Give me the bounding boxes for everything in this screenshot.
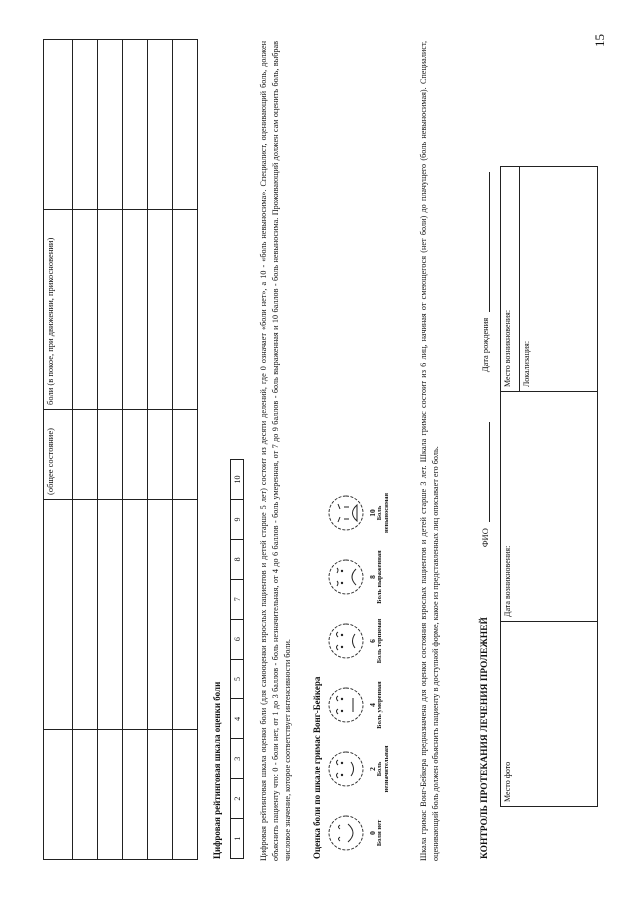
control-title: КОНТРОЛЬ ПРОТЕКАНИЯ ЛЕЧЕНИЯ ПРОЛЕЖНЕЙ (480, 617, 490, 859)
table-cell (173, 410, 198, 500)
faces-scale-description: Шкала гримас Вонг-Бейкера предназначена для оценки состояния взрослых пациентов и детей старше 3 лет. Шкала гримас состоит из 6 лиц, начиная от смеющегося (нет боли) до плачущего (боль невыносимая). Специалист, оценивающий боль должен объяснить пациенту в доступной форме, какое из представленных лиц описывает его боль. (419, 41, 440, 861)
table-cell (173, 210, 198, 410)
table-row (73, 40, 98, 860)
table-cell (73, 730, 98, 860)
table-cell (98, 730, 123, 860)
smiling-face-icon (326, 813, 366, 853)
neutral-face-icon (326, 685, 366, 725)
table-cell (148, 40, 173, 210)
table-cell (148, 210, 173, 410)
table-cell (123, 210, 148, 410)
table-header-cell: (общее состояние) (44, 410, 73, 500)
table-cell (148, 730, 173, 860)
table-cell (173, 40, 198, 210)
table-cell (123, 500, 148, 730)
table-row (98, 40, 123, 860)
table-header-row (44, 40, 73, 860)
scale-cell: 4 (231, 699, 244, 739)
location-cell: Локализация: (520, 167, 598, 392)
face-label: Боль умеренная (376, 681, 383, 729)
face-8 (326, 549, 391, 605)
scale-cell: 6 (231, 619, 244, 659)
face-4 (326, 677, 391, 733)
table-cell (123, 730, 148, 860)
face-label: Боли нет (376, 819, 383, 847)
face-number: 0 (368, 831, 377, 835)
numeric-scale (230, 459, 244, 859)
scale-cell: 10 (231, 460, 244, 500)
face-number: 8 (368, 575, 377, 579)
table-header-cell: боли (в покое, при движении, прикосновении) (44, 210, 73, 410)
face-number: 6 (368, 639, 377, 643)
numeric-scale-heading: Цифровая рейтинговая шкала оценки боли (212, 681, 222, 859)
table-cell (123, 410, 148, 500)
table-cell (173, 730, 198, 860)
table-cell (173, 500, 198, 730)
scale-cell: 2 (231, 779, 244, 819)
table-header-cell (44, 730, 73, 860)
table-cell (73, 40, 98, 210)
faces-scale (326, 485, 391, 861)
numeric-scale-description: Цифровая рейтинговая шкала оценки боли (для самооценки взрослых пациентов и детей старше 5 лет) состоит из десяти делений, где 0 означает «боли нет», а 10 - «боль невыносима». Специалист, оценивающий боль, должен объяснить пациенту что: 0 - боли нет, от 1 до 3 баллов - боль незначительная, от 4 до 6 баллов - боль умеренная, от 7 до 9 баллов - боль выраженная и 10 баллов - боль невыносима. Проживающий должен сам оценить боль, выбрав числовое значение, которое соответствует интенсивности боли. (259, 41, 292, 861)
scale-cell: 9 (231, 499, 244, 539)
table-cell (98, 410, 123, 500)
top-table (43, 39, 198, 860)
face-label: Боль невыносимая (376, 493, 390, 533)
face-number: 10 (368, 509, 377, 517)
face-10 (326, 485, 391, 541)
fio-underline (489, 422, 490, 522)
face-6 (326, 613, 391, 669)
scale-cell: 8 (231, 539, 244, 579)
faces-scale-heading: Оценка боли по шкале гримас Вонг-Бейкера (312, 676, 322, 859)
table-row (123, 40, 148, 860)
face-label: Боль незначительная (376, 745, 390, 793)
table-cell (148, 410, 173, 500)
table-cell (123, 40, 148, 210)
photo-cell: Место фото (501, 622, 598, 807)
scale-cell: 3 (231, 739, 244, 779)
slight-frown-face-icon (326, 621, 366, 661)
table-cell (73, 410, 98, 500)
scale-cell: 7 (231, 579, 244, 619)
table-row (173, 40, 198, 860)
face-label: Боль терпимая (376, 618, 383, 664)
table-cell (98, 210, 123, 410)
table-cell (148, 500, 173, 730)
page-number: 15 (592, 34, 607, 47)
table-cell (73, 210, 98, 410)
face-number: 2 (368, 767, 377, 771)
fio-label: ФИО (480, 528, 490, 548)
table-cell (98, 500, 123, 730)
date-cell: Дата возникновения: (501, 392, 598, 622)
table-cell (73, 500, 98, 730)
control-header (480, 39, 490, 859)
dob-label: Дата рождения (480, 317, 490, 373)
table-row (148, 40, 173, 860)
scale-cell: 5 (231, 659, 244, 699)
face-number: 4 (368, 703, 377, 707)
frowning-face-icon (326, 557, 366, 597)
dob-underline (489, 172, 490, 312)
face-label: Боль выраженная (376, 550, 383, 604)
face-0 (326, 805, 391, 861)
control-box (500, 166, 598, 807)
crying-face-icon (326, 493, 366, 533)
table-cell (98, 40, 123, 210)
face-2 (326, 741, 391, 797)
scale-cell: 1 (231, 819, 244, 859)
slight-smile-face-icon (326, 749, 366, 789)
table-header-cell (44, 40, 73, 210)
table-header-cell (44, 500, 73, 730)
place-cell: Место возникновения: (501, 167, 520, 392)
